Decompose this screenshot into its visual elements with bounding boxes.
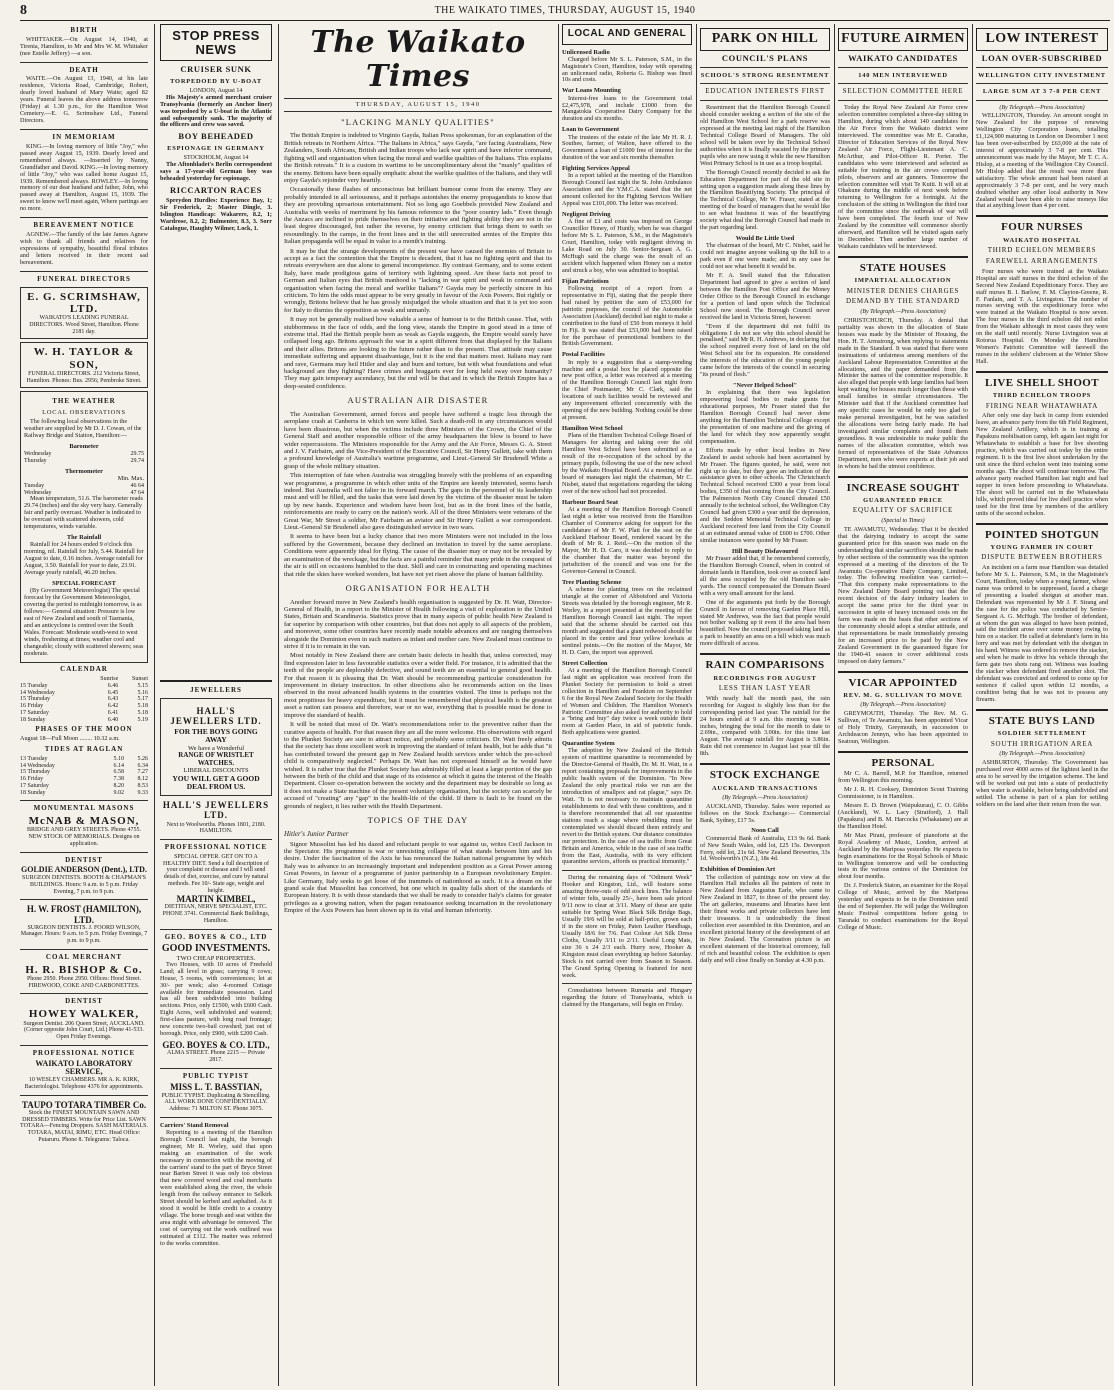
- funeral-ad: [20, 342, 148, 388]
- shell-shoot-subheading: THIRD ECHELON TROOPS: [992, 392, 1092, 400]
- weather-heading: THE WEATHER: [52, 397, 116, 406]
- air-disaster-title: AUSTRALIAN AIR DISASTER: [347, 395, 489, 406]
- stop-press-heading: STOP PRESS NEWS: [160, 24, 272, 61]
- shotgun-subheading: YOUNG FARMER IN COURT: [990, 544, 1094, 552]
- professional-heading: PROFESSIONAL NOTICE: [32, 1048, 136, 1057]
- dentist-ad-line: SURGEON DENTISTS. BOOTH & CHAPMAN'S BUILDINGS. Hours: 9 a.m. to 5 p.m. Friday Evening, 7 p.m. to 9 p.m.: [22, 875, 146, 895]
- jewellers-ad-line: RANGE OF WRISTLET WATCHES.: [178, 750, 254, 767]
- column-rule: [834, 24, 835, 1386]
- bereavement-heading: BEREAVEMENT NOTICE: [33, 221, 135, 230]
- tide-day: 13 Tuesday: [20, 755, 48, 762]
- monumental-ad-line: BRIDGE AND GREY STREETS. Phone 4755. NEW STOCK OF MEMORIALS. Designs on application.: [27, 827, 141, 847]
- item-text: Following receipt of a report from a representative in Fiji, stating that the people there had raised by petition the sum of £53,000 for patriotic purposes, the council of the Automobile Association (Auckland) decided last night to make a contribution to the fund of £50 from moneys it held in Fiji. It was stated that £53,000 had been raised for the purchase of promotional bombers to the British Government.: [562, 284, 692, 348]
- barometer-day: Wednesday: [24, 451, 52, 458]
- sunrise: 6.40: [107, 716, 119, 723]
- item-text: A fine of £1 and costs was imposed on George Councillor Honey, of Huntly, when he was charged before Mr S. L. Paterson, S.M., in the Magistrate's Court, Hamilton, today with negligent driving in Lake Road on July 30. Senior-Sergeant A. G. McHugh said the charge was the result of an accident which happened when Honey ran a motor and struck a boy, who was admitted to hospital.: [562, 218, 692, 274]
- forecast-text: (By Government Meteorologist) The special forecast by the Government Meteorologist, covering the period to midnight tomorrow, is as follows:— General situation: Pressure is low east of New Zealand and south of Tasmania, and an anticyclone is centred over the South Wales. Forecast: Moderate south-west to west winds, freshening at times; weather cool and changeable; cloudy with scattered showers; seas moderate.: [24, 587, 144, 657]
- column-local-general: [562, 24, 692, 1386]
- personal-paragraph: Messrs E. D. Brown (Waipukurau), C. O. Gibbs (Auckland), W. L. Lacy (Stratford), J. Hall (Papakura) and B. M. Harcocks (Whakatane) are at the Hamilton Hotel.: [838, 802, 968, 830]
- death-notice: WAITE.—On August 13, 1940, at his late residence, Victoria Road, Cambridge, Robert, dearly loved husband of Mary Waite; aged 82 years. Funeral leaves the above address tomorrow (Friday) at 1.30 p.m., for the Hamilton West Cemetery.—E. G. Scrimshaw Ltd., Funeral Directors.: [20, 75, 148, 125]
- bereavement-notice: AGNEW.—The family of the late James Agnew wish to thank all friends and relatives for expressions of sympathy, beautiful floral tributes and letters received in their recent sad bereavement.: [20, 231, 148, 266]
- column-stop-press: [160, 24, 272, 1386]
- personal-paragraph: Dr. J. Frederick Staton, an examiner for the Royal College of Music, arrived by the Mariposa yesterday and expects to be in the Dominion until the end of September. He will judge the Wellington Music Festival competitions before going to Taranaki to conduct examinations for the Royal College of Music.: [838, 882, 968, 931]
- park-paragraph: Mr Fraser added that, if he remembered correctly, the Hamilton Borough Council, when in control of domain lands in Hamilton, took over as council land all the area occupied by the old Hamilton sale-yards. The council compensated the Domain Board with a very small amount for the land.: [700, 555, 830, 597]
- park-crosshead: Would Be Little Used: [735, 235, 795, 243]
- coal-ad-name: H. R. BISHOP & Co.: [25, 963, 143, 976]
- sunset: 5.19: [137, 716, 148, 723]
- item-text: A scheme for planting trees on the reclaimed triangle at the corner of Abbotsford and Victoria Streets was detailed by the borough engineer, Mr R. Worley, in a report presented at the meeting of the Hamilton Borough Council last night. The report said that the scheme should be carried out this month and suggested that a giant redwood should be placed in the centre and four yellow kowhais at sentinel points.—On the motion of the Mayor, Mr H. D. Caro, the report was approved.: [562, 586, 692, 656]
- story-heading: BOY BEHEADED: [178, 131, 254, 142]
- sunset: 5.18: [137, 709, 148, 716]
- sunset: 5.15: [137, 683, 148, 690]
- editorial-paragraph: It may be that the strange developments of the present war have caused the enemies of Britain to accept as a fact the contention that the Empire is decadent, that it has no fighting spirit and that its retreats everywhere are due alone to general incompetence. By contrast Germany, and to some extent Italy, have made prodigious gains of territory with lightning speed. Are these facts not proof to German and Italian eyes that British manhood is "lacking in war spirit and weak in command and organisation when facing the moral and warlike Italians"? Gayda may be perfectly sincere in his criticism. To him the odds must appear to be very greatly in favour of the Axis Powers. But rightly or wrongly, Britons believe that he has grossly misjudged the whole situation and that it is yet too soon for Italy to dismiss the opposition as weak and unmanly.: [284, 247, 552, 314]
- blank-space: [160, 235, 272, 675]
- barometer-table: [24, 451, 144, 464]
- dentist-ad-line: SURGEON DENTISTS. J. FOORD WILSON, Manager. Hours: 9 a.m. to 5 p.m. Friday Evenings, 7 p.m. to 9 p.m.: [20, 924, 148, 945]
- calendar-day: 16 Friday: [20, 703, 44, 710]
- exhibition-text: The collection of paintings now on view at the Hamilton Hall includes all the painters of note in New Zealand from Augustus Earle, who came to New Zealand in 1827, to those of the present day. The art galleries, museums and libraries have lent their finest works and private collectors have lent their treasures. It is undoubtedly the finest collection ever assembled in this Dominion, and an excellent pictorial history of the development of art in New Zealand. The Coronation picture is an excellent statement of the historical ceremony, full of rich and beautiful colour. The exhibition is open daily and will close finally on Sunday at 4.30 p.m.: [700, 873, 830, 964]
- stock-heading: STOCK EXCHANGE: [709, 769, 821, 782]
- story-subheading: TORPEDOED BY U-BOAT: [170, 77, 262, 85]
- sunrise: 6.45: [107, 689, 119, 696]
- funeral-ad-line: WAIKATO'S LEADING FUNERAL DIRECTORS. Wood Street, Hamilton. Phone 2181 day.: [29, 315, 139, 335]
- running-title: THE WAIKATO TIMES, THURSDAY, AUGUST 15, 1940: [434, 5, 696, 16]
- interest-credit: (By Telegraph.—Press Association): [999, 104, 1085, 111]
- stock-credit: (By Telegraph.—Press Association): [722, 794, 808, 801]
- story-dateline: LONDON, August 14: [189, 87, 243, 94]
- shotgun-heading: POINTED SHOTGUN: [985, 528, 1099, 541]
- page-number: 8: [20, 3, 28, 18]
- shell-shoot-text: After only one day back in camp from extended leave, an advance party from the 6th Field Regiment, New Zealand Artillery, which is in training at Papakura mobilisation camp, left again last night for Whatawhata to establish a base for live shooting practice, which was carried out today by the entire regiment. It is the first live shoot undertaken by the unit since the third echelon went into training some months ago. The shoot will continue tomorrow. The advance party reached Hamilton last night and had supper in town before proceeding to Whatawhata. The shoot will be carried out in the Whatawhata hills, which proved ideal for live shell practice when used for the first time by members of the artillery units of the second echelon.: [976, 412, 1108, 517]
- story-text: His Majesty's armed merchant cruiser Transylvania (formerly an Anchor liner) was torpedoed by a U-boat in the Atlantic and subsequently sank. The majority of the officers and crew was saved.: [160, 93, 272, 129]
- weather-subheading: LOCAL OBSERVATIONS: [42, 409, 126, 417]
- weather-box: [20, 391, 148, 663]
- airmen-deck: SELECTION COMMITTEE HERE: [842, 87, 964, 96]
- item-text: At a meeting of the Hamilton Borough Council last night a letter was received from the Hamilton Chamber of Commerce asking for support for the candidature of Mr F. W. Platt for the seat on the Auckland Harbour Board, rendered vacant by the death of Mr R. J. Reid.—On the motion of the Mayor, Mr H. D. Caro, it was decided to reply to the chamber that the matter was beyond the jurisdiction of the council and was one for the Governor-General in Council.: [562, 505, 692, 576]
- monumental-ad-name: McNAB & MASON,: [28, 815, 140, 828]
- column-low-interest: [976, 24, 1108, 1386]
- state-houses-heading: STATE HOUSES: [859, 261, 947, 274]
- increase-heading: INCREASE SOUGHT: [846, 481, 960, 494]
- land-text: ASHBURTON, Thursday. The Government has purchased over 4000 acres of the lightest land in the area to be served by the irrigation scheme. The land will be worked out put into a state of productivity when water is available, before being subdivided and settled. The scheme is part of a plan for settling soldiers on the land after their return from the war.: [976, 759, 1108, 808]
- page-header: [20, 4, 1110, 21]
- tide-pm: 7.27: [137, 769, 148, 776]
- story-subheading: ESPIONAGE IN GERMANY: [167, 144, 265, 152]
- park-deck: EDUCATION INTERESTS FIRST: [705, 87, 825, 96]
- personal-paragraph: Mr C. A. Barrell, M.P. for Hamilton, returned from Wellington this morning.: [838, 770, 968, 785]
- tide-day: 18 Sunday: [20, 789, 46, 796]
- moon-text: August 18—Full Moon ........ 10.32 a.m.: [20, 735, 120, 743]
- item-heading: Loan to Government: [562, 126, 620, 134]
- tide-am: 8.20: [113, 782, 124, 789]
- dietitian-ad-line: DIETITIAN, NERVE SPECIALIST, ETC. PHONE 3741. Commercial Bank Buildings, Hamilton.: [162, 904, 270, 924]
- interest-text: WELLINGTON, Thursday. An amount sought in New Zealand for the purpose of renewing Wellington City Corporation loans, totalling £1,124,900 maturing in London on December 1 next has been over-subscribed by £63,000 at the rate of interest of approximately 3 7-8 per cent. This announcement was made by the Mayor, Mr T. C. A. Hislop, at a meeting of the Wellington City Council. Mr Hislop added that the result was more than satisfactory. The whole amount had been raised at approximately 3 7-8 per cent, and he very much doubted whether any other local authority in New Zealand would have been able to raise moneys like that at anything lower than 4 per cent.: [976, 112, 1108, 210]
- nurses-text: Four nurses who were trained at the Waikato Hospital are staff nurses in the third echelon of the Second New Zealand Expeditionary Force. They are staff nurses B. I. Barlow, F. M. Clayton-Greene, R. F. Fanlain, and T. A. Livingston. The number of nurses serving with the expeditionary force who were trained at the Waikato Hospital is now seven. The four nurses in the third echelon did not enlist from the Waikato although in most cases they were on the staff until recently. Nurse Livingston was at Rotorua Hospital. On Monday the Hamilton Women's Patriotic Committee will farewell the nurses in the soldiers' clubroom at the Winter Show Hall.: [976, 267, 1108, 365]
- park-deck: SCHOOL'S STRONG RESENTMENT: [700, 72, 830, 80]
- weather-text: The following local observations in the weather are supplied by Mr D. J. Cowan, of the Railway Bridge and Station, Hamilton:—: [24, 418, 142, 440]
- boyes-ad-name: GEO. BOYES & CO. LTD.,: [162, 1040, 270, 1051]
- health-title: ORGANISATION FOR HEALTH: [345, 582, 491, 593]
- nurses-subheading: WAIKATO HOSPITAL: [1003, 236, 1081, 244]
- park-paragraph: One of the arguments put forth by the Borough Council in favour of removing Garden Place Hill, stated Mr Andrews, was the fact that people would not bother walking up it even if the area had been beautified. Now the council proposed taking land as a park to beautify an area on a hill which was much more difficult of access.: [700, 598, 830, 648]
- births-heading: BIRTH: [70, 26, 98, 34]
- tides-heading: TIDES AT RAGLAN: [44, 745, 124, 754]
- thermometer-value: 47 64: [130, 489, 144, 496]
- calendar-day: 15 Tuesday: [20, 683, 48, 690]
- sunrise: 6.42: [107, 703, 119, 710]
- carriers-text: Reporting to a meeting of the Hamilton Borough Council last night, the borough engineer, Mr R. Worley, said that upon making an examination of the work necessary in connection with the moving of the carriers' stand to the part of Bryce Street near Barton Street it was only too obvious that new covered wood and coal merchants were established along the river, the whole length from the railway entrance to Selkirk Street should be kerbed and asphalted. As it stood it would be little credit to a country village. The horse trough and seat within the area might with advantage be removed. The cost of carrying out the work outlined was estimated at £112. The matter was referred to the works committee.: [160, 1128, 272, 1247]
- item-heading: Hamilton West School: [562, 425, 623, 433]
- dietitian-ad-name: MARTIN KIMBEL,: [176, 894, 256, 905]
- calendar-col: Sunset: [131, 676, 148, 683]
- thermometer-note: Mean temperature, 51.6. The barometer reads 29.74 (inches) and the sky very hazy. Generally fair and partly overcast. Weather is indicated to be overcast with scattered showers, cold temperatures, winds variable.: [24, 495, 143, 531]
- birth-notice: WHITTAKER.—On August 14, 1940, at Tirenia, Hamilton, to Mr and Mrs W. M. Whittaker (nee Estelle Jeffery) —a son.: [20, 35, 148, 57]
- jewellers-ad-line: FOR THE BOYS GOING AWAY: [174, 726, 258, 745]
- jewellers-ad-line: HALL'S JEWELLERS LTD.: [170, 705, 262, 726]
- dentist-ad-line: Surgeon Dentist. 206 Queen Street, AUCKLAND. (Corner opposite John Court, Ltd.) Phone 41-533. Open Friday Evenings.: [23, 1020, 145, 1040]
- item-heading: Unlicensed Radio: [562, 48, 610, 56]
- noon-text: Commercial Bank of Australia, £13 9s 6d. Bank of New South Wales, odd lot, £25 15s. Devonport Ferry, odd lot, 21s 6d. New Zealand Breweries, 33s 1d. Woolworth's (N.Z.), 18s 4d.: [700, 834, 830, 863]
- tide-pm: 8.53: [137, 782, 148, 789]
- deaths-heading: DEATH: [69, 65, 99, 74]
- column-rule: [154, 24, 155, 1386]
- airmen-subheading: WAIKATO CANDIDATES: [848, 52, 958, 63]
- park-paragraph: Resentment that the Hamilton Borough Council should consider seeking a section of the site of the old Hamilton West School for a park reserve was expressed at the meeting last night of the Hamilton Technical College Board of Managers. The old school will be taken over by the Technical School authorities when it is finally vacated by the primary pupils who are now using it while the new Hamilton West Primary School is in use as a troop hospital.: [700, 104, 830, 167]
- column-future-airmen: [838, 24, 968, 1386]
- item-text: Interest-free loans to the Government total £2,475,978, and include £1000 from the Mangatokia Cooperative Dairy Company for the duration and six months.: [562, 94, 692, 123]
- dentist-heading: DENTIST: [65, 855, 103, 864]
- tide-day: 14 Wednesday: [20, 762, 55, 769]
- park-crosshead: "Never Helped School": [732, 382, 798, 390]
- item-text: At a meeting of the Hamilton Borough Council last night an application was received from the Plunket Society for permission to hold a street collection in Hamilton and Frankton on September 6 for the Royal New Zealand Society for the Health of Women and Children. The Hamilton Women's Patriotic Committee also asked for authority to hold a "bring and buy" day twice a week outside their room at Garden Place, in aid of patriotic funds. Both applications were granted.: [562, 666, 692, 737]
- item-heading: Fighting Services Appeal: [562, 165, 630, 173]
- item-text: In reply to a suggestion that a stamp-vending machine and a postal box be placed opposite the new post office, a letter was received at a meeting of the Hamilton Borough Council last night from the Chief Postmaster, Mr C. Clark, said the locations of such facilities would be reviewed and any improvement effected concurrently with the opening of the new building. Nothing could be done at present.: [562, 358, 692, 422]
- story-heading: CRUISER SUNK: [180, 64, 252, 75]
- funeral-ad-name: E. G. SCRIMSHAW, LTD.: [27, 290, 141, 315]
- tide-am: 5.10: [113, 755, 124, 762]
- personal-paragraph: Mr J. R. H. Cooksey, Dominion Scout Training Commissioner, is in Hamilton.: [838, 786, 968, 801]
- thermometer-heading: Thermometer: [65, 467, 103, 475]
- coal-heading: COAL MERCHANT: [45, 952, 123, 961]
- vicar-credit: (By Telegraph.—Press Association): [860, 702, 946, 709]
- rain-heading: RAIN COMPARISONS: [705, 659, 825, 672]
- topics-title: TOPICS OF THE DAY: [367, 814, 469, 825]
- nurses-deck: FAREWELL ARRANGEMENTS: [985, 256, 1099, 265]
- calendar-heading: CALENDAR: [60, 665, 108, 674]
- timber-ad-name: TAUPO TOTARA TIMBER Co.: [21, 1099, 147, 1110]
- park-crosshead: Hill Beauty Disfavoured: [732, 547, 798, 555]
- moon-heading: PHASES OF THE MOON: [35, 725, 133, 734]
- story-text: Spreydon Hurdles: Experience Bay, 1; Sir Frederick, 2; Master Dingle, 3. Islington Handicap: Wakarere, 8.2, 1; Wardrose, 8.2, 2; Bulmenter, 8.3, 3. Sorr Catalogue, Haughty Wilmer, Lock, 1.: [160, 197, 272, 232]
- calendar-day: 15 Thursday: [20, 696, 51, 703]
- item-heading: Tree Planting Scheme: [562, 579, 622, 587]
- masthead-dateline: THURSDAY, AUGUST 15, 1940: [284, 98, 552, 111]
- tide-day: 15 Thursday: [20, 769, 51, 776]
- shotgun-text: An incident on a farm near Hamilton was detailed before Mr S. L. Paterson, S.M., in the Magistrate's Court, Hamilton, today when a young farmer, whose name was ordered to be suppressed, faced a charge of presenting a loaded shotgun at another man. Defendant was represented by Mr J. F. Strang and the case for the police was conducted by Senior-Sergeant A. G. McHugh. The brother of defendant, at whom the gun was alleged to have been pointed, said the incident arose over some money owing to him on a stacker. He called at defendant's farm in his lorry and was met by defendant with the shotgun in his hand. Witness was ordered to remove the stacker, and when he made to drive his vehicle through the farm gate two shots rang out. Witness was loading the stacker when defendant fired another shot. The defendant was convicted and ordered to come up for sentence if called upon within 12 months, a condition being that he was not to possess any firearm.: [976, 564, 1108, 703]
- sunset: 5.17: [137, 696, 148, 703]
- masthead: The Waikato Times: [310, 25, 526, 95]
- park-heading: PARK ON HILL: [700, 28, 830, 51]
- calendar-day: 14 Wednesday: [20, 689, 55, 696]
- boyes-ad-line: ALMA STREET. Phone 2215 — Private 2817.: [167, 1050, 265, 1063]
- forecast-heading: SPECIAL FORECAST: [52, 579, 116, 587]
- personal-heading: PERSONAL: [871, 756, 935, 769]
- carriers-heading: Carriers' Stand Removal: [160, 1121, 229, 1129]
- tide-pm: 5.26: [137, 755, 148, 762]
- shotgun-deck: DISPUTE BETWEEN BROTHERS: [981, 553, 1103, 562]
- calendar-table: [20, 676, 148, 723]
- vicar-heading: VICAR APPOINTED: [848, 676, 958, 689]
- editorial-paragraph: It may not be generally realised how valuable a sense of humour is to the British cause. That, with stubbornness in the face of odds, and the long view, stands the Empire in good stead in a time of extreme trial. Had the British people been as weak as Gayda suggests, the Empire would surely have collapsed long ago. Britons approach the war in a spirit different from that displayed by the Italians and their allies. Britons are looking to the future rather than to the present. That attitude may cause immediate suffering and apparent disadvantage, but it is the end that matters most. Italians may rant and rave, Germans may heil Hitler and slay and burn and torture, but with what foundations and what background are they fighting? Have crimes and braggarts ever for long held sway over humanity? They may gain temporary ascendancy, but the end will be that and in which the British Empire has a deep-seated confidence.: [284, 316, 552, 390]
- dentist-ad-name: HOWEY WALKER,: [28, 1008, 140, 1021]
- rain-subheading: RECORDINGS FOR AUGUST: [713, 674, 817, 682]
- airmen-deck: 140 MEN INTERVIEWED: [858, 72, 948, 80]
- calendar-day: 18 Sunday: [20, 716, 46, 723]
- column-editorial: [284, 24, 552, 1386]
- tide-am: 6.14: [113, 762, 124, 769]
- story-heading: RICCARTON RACES: [170, 184, 262, 195]
- stock-text: AUCKLAND, Thursday. Sales were reported as follows on the Stock Exchange:— Commercial Bank, Sydney, £17 5s.: [700, 802, 830, 824]
- jewellers-heading: JEWELLERS: [190, 685, 242, 694]
- vicar-subheading: REV. M. G. SULLIVAN TO MOVE: [843, 692, 963, 700]
- boyes-heading: GEO. BOYES & CO., LTD: [164, 932, 268, 941]
- nurses-heading: FOUR NURSES: [1001, 221, 1083, 234]
- sunset: 5.18: [137, 703, 148, 710]
- increase-deck: EQUALITY OF SACRIFICE: [852, 506, 954, 515]
- editorial-title: "LACKING MANLY QUALITIES": [341, 116, 495, 127]
- increase-credit: (Special to Times): [881, 518, 925, 525]
- item-text: Charged before Mr S. L. Paterson, S.M., in the Magistrate's Court, Hamilton, today with operating an unlicensed radio, Roberta G. Bishop was fined 10s and costs.: [562, 55, 692, 84]
- air-disaster-paragraph: This interruption of fate when Australia was struggling bravely with the problems of an expanding war programme, a programme in which other units of the Empire are keenly interested, seems harsh indeed. But Australia will not falter in its forward march. The gaps in the personnel of its leadership must and will be filled, and the tasks that were laid down by the victims of the disaster must be taken up by new hands. Experience and wisdom have been lost, but as in the front lines of the battle, reinforcements are ready to carry on the nation's work. All of the three Ministers were veterans of the Great War, Mr Street a soldier, Mr Fairbairn an aviator and Sir Henry Gullett a war correspondent. Lieut.-General Sir Brudenell also gave distinguished service in two wars.: [284, 472, 552, 532]
- land-subheading: SOLDIER SETTLEMENT: [997, 730, 1087, 738]
- air-disaster-paragraph: The Australian Government, armed forces and people have suffered a tragic loss through the aeroplane crash at Canberra in which ten were killed. Such a death-roll in any circumstances would have been disastrous, but when the victims include three Ministers of the Crown, the Chief of the General Staff and another responsible officer of the army headquarters the blow is bound to have wider repercussions. The Ministers responsible for the Army and the Air Force, Messrs G. A. Street and J. V. Fairbairn, and the Vice-President of the Executive Council, Sir Henry Gullett, take with them a profound knowledge of Australia's wartime programme, and Lieut.-General Sir Brudenell White a grasp of the whole military situation.: [284, 410, 552, 470]
- calendar-col: Sunrise: [100, 676, 119, 683]
- professional-heading: PROFESSIONAL NOTICE: [164, 843, 268, 852]
- item-heading: Street Collection: [562, 659, 608, 667]
- column-rule: [558, 24, 559, 1386]
- interest-deck: WELLINGTON CITY INVESTMENT: [978, 72, 1106, 80]
- monumental-heading: MONUMENTAL MASONS: [33, 804, 135, 813]
- barometer-value: 29.75: [130, 451, 144, 458]
- air-disaster-paragraph: It seems to have been but a lucky chance that two more Ministers were not included in the loss suffered by the Government, because they declined an invitation to travel by the same aeroplane. Conditions were apparently ideal for flying. The cause of the disaster may or may not be revealed by an examination of the wreckage, but the facts are a painful reminder that many pride in the conquest of the air is still on occasions humbled to the dust. Skill and care in constructing and operating machines that ride the skies have worked wonders, but have not yet risen above the plane of human fallibility.: [284, 533, 552, 578]
- funeral-heading: FUNERAL DIRECTORS: [37, 274, 131, 283]
- funeral-ad: [20, 287, 148, 340]
- jewellers-ad: [160, 698, 272, 796]
- item-heading: Negligent Driving: [562, 211, 611, 219]
- increase-text: TE AWAMUTU, Wednesday. That it be decided that the dairying industry to accept the same guaranteed price for this season was made on the understanding that similar sacrifices should be made by other sections of the community was the opinion expressed at a meeting of the directors of the Te Awamutu Co-operative Dairy Company, Limited, today. The following resolution was carried:— "That this company make representations to the New Zealand Dairy Board pointing out that the recent decision of the dairy industry leaders to accept the same price for the third year in succession in spite of heavy increased costs on the farm was made on the basis that other sections of the community should adopt a similar attitude, and that representations be made immediately pressing for an increased price to be paid by the New Zealand Government in the guaranteed figure for the 1940-41 season to cover additional costs imposed on dairy farmers.": [838, 525, 968, 665]
- barometer-day: Thursday: [24, 458, 47, 465]
- tide-day: 16 Friday: [20, 776, 44, 783]
- health-paragraph: Another forward move in New Zealand's health organisation is suggested by Dr. H. Watt, Director-General of Health, in a report to the Minister of Health following a visit of exploration to the United States, Britain and Scandinavia. Statistics prove that in many aspects of public health New Zealand is far superior by comparison with other countries, but that does not apply to all aspects of the problem, and moreover, some other countries have recently made notable advances and are ranging themselves alongside the Dominion even in such matters as infant and mother care. New Zealand must continue to strive if it is to remain in the van.: [284, 598, 552, 651]
- item-heading: Harbour Board Seat: [562, 498, 618, 506]
- park-paragraph: "Even if the department did not fulfil its obligations I do not see why this school should be penalised," said Mr R. H. Andrews, in declaring that the school required every foot of land on the old West School site for its expansion. He considered the interests of the education of the young people came before the interests of the council in securing "its pound of flesh.": [700, 322, 830, 379]
- exhibition-heading: Exhibition of Dominion Art: [700, 866, 776, 874]
- boyes-ad-sub: TWO CHEAP PROPERTIES.: [176, 954, 256, 962]
- jewellers-ad-name: HALL'S JEWELLERS LTD.: [162, 799, 270, 820]
- jewellers-ad-line: LIBERAL DISCOUNTS: [183, 767, 249, 775]
- calendar-day: 17 Saturday: [20, 709, 49, 716]
- sunrise: 6.41: [107, 709, 119, 716]
- barometer-value: 29.74: [130, 458, 144, 465]
- land-credit: (By Telegraph.—Press Association): [999, 751, 1085, 758]
- thermometer-day: Wednesday: [24, 489, 52, 496]
- thermometer-columns: Min. Max.: [117, 475, 144, 483]
- park-subheading: COUNCIL'S PLANS: [721, 52, 809, 63]
- typist-ad-name: MISS L. T. BASSTIAN,: [170, 1082, 262, 1093]
- story-text: The Aftonbladet's Berlin correspondent says a 17-year-old German boy was beheaded yesterday for espionage.: [160, 160, 272, 182]
- item-heading: Fijian Patriotism: [562, 277, 609, 285]
- park-paragraph: Efforts made by other local bodies in New Zealand to assist schools had been ascertained by Mr Fraser. The figures quoted, he said, were not right up to date, but they gave an indication of the assistance given to other schools. The Christchurch Technical School received £300 a year from local bodies, £350 of that coming from the City Council. The Palmerston North City Council donated £50 annually to the technical school, the Wellington City Council had given £300 a year until the depression, and the Seddon Memorial Technical College in Auckland received free land from the City Council at an estimated annual value of £600 to £700. Other similar instances were quoted by Mr Fraser.: [700, 446, 830, 544]
- rain-deck: LESS THAN LAST YEAR: [718, 683, 812, 692]
- boyes-ad-head: GOOD INVESTMENTS.: [161, 943, 271, 955]
- column-park-on-hill: [700, 24, 830, 1386]
- land-deck: SOUTH IRRIGATION AREA: [990, 739, 1094, 748]
- typist-heading: PUBLIC TYPIST: [182, 1071, 250, 1080]
- tide-am: 7.38: [113, 776, 124, 783]
- laboratory-ad-name: WAIKATO LABORATORY SERVICE,: [35, 1058, 133, 1077]
- funeral-ad-line: FUNERAL DIRECTORS. 212 Victoria Street, Hamilton. Phones: Bus. 2956; Pembroke Street.: [26, 370, 142, 384]
- rainfall-text: Rainfall for 24 hours ended 9 o'clock this morning, nil. Rainfall for July, 5.44. Rainfall for August to date, 0.16 inches. Average rainfall for August, 3.50. Rainfall for year to date, 23.91. Average yearly rainfall, 46.20 inches.: [24, 541, 144, 576]
- interest-heading: LOW INTEREST: [976, 28, 1108, 51]
- item-text: In a report tabled at the meeting of the Hamilton Borough Council last night the St. John Ambulance Association and the Y.M.C.A. stated that the net amount collected for the Fighting Services Welfare Appeal was £101,000. The letter was received.: [562, 172, 692, 208]
- thermometer-day: Tuesday: [24, 482, 45, 489]
- column-rule: [278, 24, 279, 1386]
- column-rule: [972, 24, 973, 1386]
- thermometer-table: [24, 483, 144, 496]
- park-paragraph: The Borough Council recently decided to ask the Education Department for part of the old site in setting upon a suggestion made along these lines by the Hamilton Beautifying Society. The principal of the Technical College, Mr W. Fraser, stated at the meeting of the board of managers that he would like to see what business it was of the beautifying society what deal the Borough Council had made in the part regarding land.: [700, 168, 830, 232]
- personal-paragraph: Mr Max Pirani, professor of pianoforte at the Royal Academy of Music, London, arrived at Auckland by the Mariposa yesterday. He expects to begin examinations for the Royal Schools of Music in Wellington tomorrow and will be conducting tests in the various centres of the Dominion for about four months.: [838, 831, 968, 881]
- jewellers-ad-address: Next to Woolworths. Phones 1801, 2180. HAMILTON.: [166, 821, 266, 835]
- rainfall-heading: The Rainfall: [66, 534, 102, 542]
- tide-pm: 9.33: [137, 789, 148, 796]
- tide-day: 17 Saturday: [20, 782, 49, 789]
- airmen-heading: FUTURE AIRMEN: [838, 28, 968, 51]
- coal-ad-line: Phone 2950. Phone 2950. Offices: Hood Street. FIREWOOD, COKE AND CARBONETTES.: [26, 975, 142, 989]
- dentist-ad-name: H. W. FROST (HAMILTON), LTD.: [26, 904, 142, 925]
- topics-subtitle: Hitler's Junior Partner: [284, 829, 349, 838]
- vicar-text: GREYMOUTH, Thursday. The Rev. M. G. Sullivan, of Te Awamutu, has been appointed Vicar of Holy Trinity, Greymouth, in succession to Archdeacon Jennyn, who has been appointed to Seatoun, Wellington.: [838, 710, 968, 745]
- funeral-ad-name: W. H. TAYLOR & SON,: [33, 346, 135, 371]
- story-dateline: STOCKHOLM, August 14: [183, 155, 249, 162]
- tide-pm: 6.34: [137, 762, 148, 769]
- health-paragraph: Most notably in New Zealand there are certain basic defects in health that, unless corrected, may find expression later in less favourable statistics over a wider field. For instance, it is admitted that the teeth of the people are deplorably defective, and sound teeth are an essential to general good health. For that reason it is pleasing that Dr. Watt should be recommending particular consideration for improvement in dietary instruction. In other directions also he recommends action on the lines observed in the most advanced health systems in the countries visited. The time is perhaps not the most propitious for heavy expenditure, but it must be remembered that physical health is the greatest asset a nation can possess and therefore, war or no war, everything that is possible must be done to improve the standard of health.: [284, 652, 552, 719]
- memoriam-heading: IN MEMORIAM: [52, 133, 116, 142]
- item-text: During the remaining days of "Odiment Week" Hooker and Kingston, Ltd., will feature some amazing throw-outs of odd stock lines. The balance of winter felts, usually 25/-, have been sale priced 9/11 now to clear at 3/11. Many of these are quite suitable for Spring Wear. Black Silk Bridge Bags, Usually 19/6 will be sold at half-price, grown each if in the store on Friday, Paten Leather Handbags, Usually 18/6 for 7/6. Fast Colour Art Silk Dress Cloths, Usually 3/11 to 2/11. Useful Long Mats, size 36 x 24 2/3 each. Hurry now, Hooker & Kingston must clean everything up before Saturday. Stock is not carried over from Season to Season. The Grand Spring Opening is featured for next week.: [562, 874, 692, 979]
- sunset: 5.16: [137, 689, 148, 696]
- thermometer-value: 46 64: [130, 482, 144, 489]
- shell-shoot-heading: LIVE SHELL SHOOT: [985, 376, 1099, 389]
- park-paragraph: In explaining that there was legislation empowering local bodies to make grants for educational purposes, Mr Fraser stated that the Hamilton Borough Council had never done anything for the Hamilton Technical College except the presentation of one machine and the giving of the land for which they now apparently sought compensation.: [700, 389, 830, 445]
- boyes-ad-text: Two Houses, with 10 acres of Freehold Land; all level in grass; carrying 9 cows; House, 5 rooms, with conveniences; let at 30/- per week; also 4-roomed Cottage available for immediate possession. Land has all been subdivided into building sections. Price, only £1500, with £600 Cash. Eight Acres, well subdivided and watered; first-class pasture, with long road frontage; new concrete two-bail cowshed; just out of borough. Price, only £900, with £200 Cash.: [160, 960, 272, 1038]
- item-heading: Postal Facilities: [562, 351, 605, 359]
- jewellers-ad-line: YOU WILL GET A GOOD DEAL FROM US.: [172, 773, 260, 792]
- editorial-paragraph: Occasionally these flashes of unconscious but brilliant humour come from the enemy. They are probably intended in all seriousness, and it perhaps astonishes the enemy propagandists to know that they are providing uproarious entertainment. Not so long ago Goebbels provided New Zealand and Australia with weeks of merriment by his famous reference to the "poor country lads." Even though the Anzacs are inclined to pride themselves on their initiative and fighting ability they are not in the least degree discouraged, but rather the reverse, by enemy criticism that brings them to earth so resoundingly. In the camps, in the front lines and in the still unrecruited armies of the Empire this Italian propaganda will be equal in value to a month's training.: [284, 186, 552, 246]
- barometer-heading: Barometer: [69, 443, 99, 451]
- noon-heading: Noon Call: [751, 827, 779, 835]
- state-houses-deck: MINISTER DENIES CHARGES: [846, 286, 960, 295]
- land-heading: STATE BUYS LAND: [988, 714, 1096, 727]
- shell-shoot-deck: FIRING NEAR WHATAWHATA: [985, 401, 1099, 410]
- column-notices: [20, 24, 148, 1386]
- state-houses-deck: DEMAND BY THE STANDARD: [845, 297, 961, 306]
- dietitian-ad-text: SPECIAL OFFER. GET ON TO A HEALTHY DIET. Send a full description of your complaint or disease and I will send details of diet, exercise, and cure by natural methods. Fee 10/- State age, weight and height.: [163, 853, 269, 894]
- item-heading: Quarantine System: [562, 740, 615, 748]
- local-general-heading: LOCAL AND GENERAL: [562, 24, 692, 45]
- memoriam-notice: KING.—In loving memory of little "Joy," who passed away August 15, 1939. Dearly loved and remembered always. —Inserted by Nanny, Grandfather and David. KING.—In loving memory of little "Joy," who was called home August 15, 1939. Remembered always. ROWLEY.—In loving memory of our dear husband and father, John, who passed away at Hamilton, August 15, 1939. The sweet to know we'll meet again, Where partings are no more.: [20, 142, 148, 213]
- health-paragraph: It will be noted that most of Dr. Watt's recommendations refer to the preventive rather than the curative aspects of health. For that reason they are all the more welcome. His observations with regard to the Plunket Society are sure to attract notice, and probably some criticism. Dr. Watt freely admits that the society has done excellent work in improving the standard of infant health, but he adds that "it has contributed toward the present gap in New Zealand health services under which the pre-school child is comparatively neglected." Perhaps Dr. Watt has not expressed himself as he would have wished. It is rather true that the Plunket Society has admirably filled at least a large portion of the gap between the birth of the child and that stage of its existence at which it gains the interest of the Health Department. Closer co-operation between the society and the department may be desirable so long as it does not make a State machine of the present voluntary organisation, but the society can scarcely be accused of "creating" any "gap" in the health-life of the child. If there is fault to be found on the grounds of neglect, it lies rather with the Health Department.: [284, 721, 552, 810]
- interest-subheading: LOAN OVER-SUBSCRIBED: [981, 52, 1103, 63]
- column-rule: [696, 24, 697, 1386]
- park-paragraph: The chairman of the board, Mr C. Nisbet, said he could not imagine anyone walking up the hill to a park even if one were made; and in any case he could not see what benefit it would be.: [700, 242, 830, 271]
- state-houses-subheading: IMPARTIAL ALLOCATION: [854, 277, 952, 285]
- increase-subheading: GUARANTEED PRICE: [863, 497, 943, 505]
- dentist-ad-name: GOLDIE ANDERSON (Dent.), LTD.: [21, 865, 147, 875]
- interest-deck: LARGE SUM AT 3 7-8 PER CENT: [982, 88, 1102, 96]
- state-houses-credit: (By Telegraph.—Press Association): [860, 309, 946, 316]
- item-heading: War Loans Mounting: [562, 87, 621, 95]
- sunrise: 6.43: [107, 696, 119, 703]
- tide-pm: 8.12: [137, 776, 148, 783]
- typist-ad-line: PUBLIC TYPIST. Duplicating & Stencilling. ALL WORK DONE CONFIDENTIALLY. Address: 71 MILTON ST. Phone 3075.: [161, 1092, 271, 1112]
- stock-subheading: AUCKLAND TRANSACTIONS: [712, 784, 818, 792]
- airmen-text: Today the Royal New Zealand Air Force crew selection committee completed a three-day sitting in Hamilton, during which about 140 candidates for the Air Force from the Waikato district were interviewed. The committee was Mr E. Caradus, Director of Education Services of the Royal New Zealand Air Force, Flight-Lieutenant A. C. McArthur, and Pilot-Officer R. Porter. The candidates who were interviewed and selected as suitable for training in the air crews comprised pilots, observers and air gunners. Tomorrow the selection committee will visit Te Kuiti. It will sit at Ohakune during the middle of next week before returning to Wellington for a fortnight. At the conclusion of the sitting in Wellington the third tour of the committee since the outbreak of war will have been completed. The fourth tour of New Zealand by the committee will commence shortly afterward, and Hamilton will be visited again early in December. Then another large number of Waikato candidates will be interviewed.: [838, 104, 968, 250]
- item-text: Plans of the Hamilton Technical College Board of Managers for altering and taking over the old Hamilton West School have been submitted as a result of the re-occupation of the school by the primary pupils, following the use of the new school by the Waikato Hospital Board. At a meeting of the board of managers last night the chairman, Mr C. Nisbet, stated that negotiations regarding the taking over of the new school had not proceeded.: [562, 432, 692, 495]
- item-text: The trustees of the estate of the late Mr H. R. J. Southee, farmer, of Walton, have offered to the Government a loan of £1000 free of interest for the duration of the war and six months thereafter.: [562, 133, 692, 162]
- tide-am: 6.58: [113, 769, 124, 776]
- jewellers-ad-line: We have a Wonderful: [187, 744, 245, 752]
- topics-text: Signor Mussolini has led his dazed and reluctant people to war against us, writes Cecil Jackson in the Spectator. His programme is war or unresisting collapse of what stands between him and his desire. Under the fascination of the Axis he has renounced the Italian national programme by which Italy was to advance to an increasingly important and independent position as a Great Power among Great Powers, in favour of a programme of junior partnership in a European revolutionary Empire. Like Germany, Italy seeks to get loose of the trammels of nationhood as such. It is a dream on the grand scale that Mussolini has conceived, but one which in quality falls short of the standards of European history. It is with those standards that we shall be ready to consider Italy's claims for greater privileges as a growing nation, when the pagan renaissance seeking incarnation in the revolutionary Empire of the Axis Powers has been shown up in its vital and human inferiority.: [284, 840, 552, 915]
- laboratory-ad-line: 10 WESLEY CHAMBERS. MR A. K. KIRK, Bacteriologist. Telephone 4376 for appointments.: [24, 1077, 144, 1091]
- tide-am: 9.02: [113, 789, 124, 796]
- timber-ad-line: Stock the FINEST MOUNTAIN SAWN AND DRESSED TIMBERS. Write for Price List. SAWN TOTARA—Fencing Droppers. SASH MATERIALS. TOTARA, MATAI, RIMU, ETC. Head Office: Putaruru. Phone 8. Telegrams: Taloca.: [20, 1109, 148, 1143]
- rain-text: With nearly half the month past, the rain recording for August is slightly less than for the corresponding period last year. The rainfall for the 24 hours ended at 9 a.m. this morning was 14 inches, bringing the total for the month to date to 2.69in., compared with 3.00in. for this time last August. The average rainfall for August is 3.86in. Rain did not commence in August last year till the 8th.: [700, 694, 830, 758]
- dentist-heading: DENTIST: [65, 997, 103, 1006]
- state-houses-text: CHRISTCHURCH, Thursday. A denial that partiality was shown in the allocation of State houses was made by the Minister of Housing, the Hon. H. T. Armstrong, when replying to statements made in the Standard. It was stated that there were insinuations of unfairness among members of the Auckland Labour Representation Committee at the allocations, and the paper demanded from the Minister the names of the committee responsible. It also alleged that people with large families had been kept waiting for houses much longer than those with small families in similar circumstances. The Minister said that if the Auckland committee had any specific cases he would be only too glad to make personal investigation, but he was satisfied the allocations were being fairly made. He had investigated similar complaints and found them groundless. It was undesirable to make public the names of the allocation committee, which was formed of representatives of the State Advances Department, men who were experts at their job and in whom he had the utmost confidence.: [838, 316, 968, 470]
- item-text: Consultations between Rumania and Hungary regarding the future of Transylvania, which is claimed by the Hungarians, will begin on Friday.: [562, 987, 692, 1009]
- tides-table: [20, 756, 148, 796]
- calendar-col: [20, 676, 85, 683]
- park-paragraph: Mr F. A. Snell stated that the Education Department had agreed to give a section of land between the Hamilton Post Office and the Money Order Office to the Borough Council in exchange for a portion of land upon which the Technical School now stood. The Borough Council never received the land in Victoria Street, however.: [700, 272, 830, 321]
- nurses-deck: THIRD ECHELON MEMBERS: [987, 246, 1097, 255]
- sunrise: 6.46: [107, 683, 119, 690]
- editorial-paragraph: The British Empire is indebted to Virginio Gayda, Italian Press spokesman, for an explanation of the British retreats in Northern Africa. "The Italians in Africa," says Gayda, "are facing Australians, New Zealanders, South Africans, British and Indian troops who lack war spirit and have inferior command, fighting will and organisation when facing the moral and warlike qualities of the Italians. This explains the British retreats." It is a custom in wartime to be uncomplimentary about the "manly" qualities of the enemy. Britons have been equally emphatic about the warlike qualities of the Italians, and they will enjoy Gayda's rejoinder very heartily.: [284, 132, 552, 184]
- item-text: The adoption by New Zealand of the British system of maritime quarantine is recommended by the Director-General of Health, Dr. M. H. Watt, in a report containing proposals for improvements in the public health system of the Dominion. "In New Zealand the only practical risks we run are the introduction of smallpox and rat plague," says Dr. Watt. "It is not necessary to maintain quarantine establishments to deal with these conditions, and it is therefore recommended that all our quarantine stations reach a stage where rebuilding must be contemplated we should discard them entirely and revert to the British system. Our distance constitutes our protection. In the case of sea traffic from Great Britain and America, while in the case of sea traffic from the East, Australia, with its very efficient quarantine services, affords us practical immunity.": [562, 747, 692, 866]
